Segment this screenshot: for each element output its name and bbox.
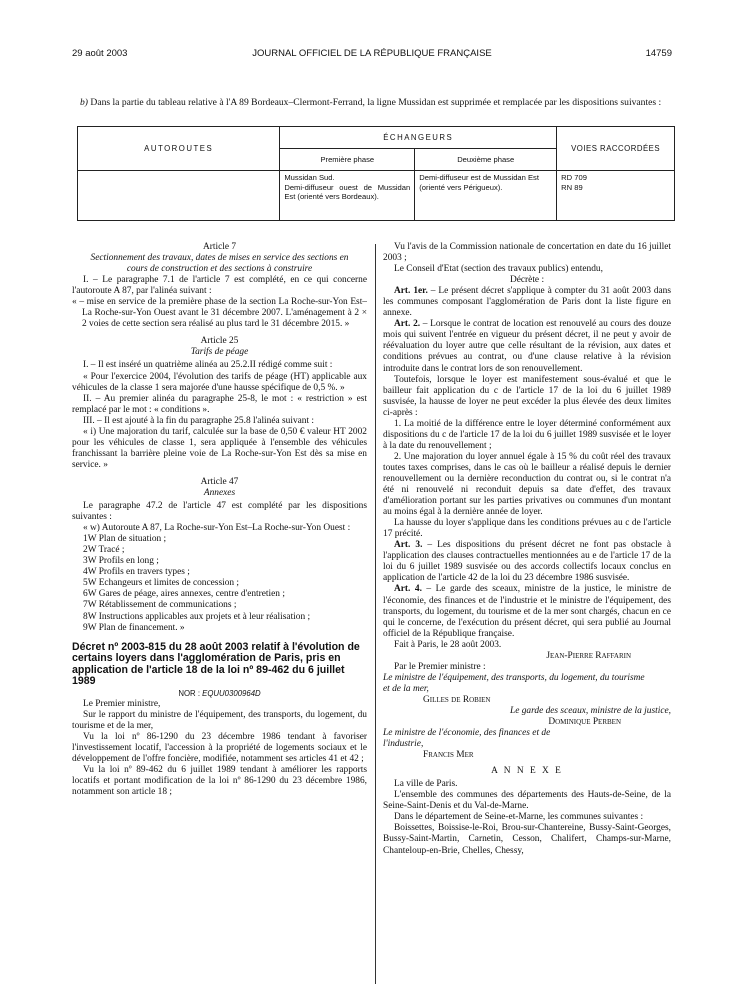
vu-avis-para: Vu l'avis de la Commission nationale de concertation en date du 16 juillet 2003 ; — [383, 242, 671, 264]
article-2-para-3: 1. La moitié de la différence entre le loyer déterminé conformément aux dispositions du c de l'article 17 de la loi du 6 juillet 1989 susvisée et le loyer à la date du renouvellement ; — [383, 418, 671, 451]
list-item: 3W Profils en long ; — [83, 556, 159, 567]
article-2-para-2: Toutefois, lorsque le loyer est manifestement sous-évalué et que le bailleur fait application du c de l'article 17 de la loi du 6 juillet 1989 susvisée, la hausse de loyer ne peut excéder la plus élevée des deux limites ci-après : — [383, 374, 671, 418]
article-2 — [383, 319, 671, 374]
nor-label: NOR : — [178, 688, 203, 698]
article-3-text: – Les dispositions du présent décret ne font pas obstacle à l'application des clauses contractuelles mentionnées au e de l'article 17 de la loi du 6 juillet 1989 susvisée ou des accords collectifs locaux conclus en application de l'article 42 de la loi du 23 décembre 1986 susvisée. — [383, 540, 671, 584]
col-header-premiere: Première phase — [280, 149, 415, 171]
row-autoroute-cell — [78, 171, 280, 221]
article-25-title: Article 25 — [200, 336, 239, 347]
decree-title: Décret nº 2003-815 du 28 août 2003 relatif à l'évolution de certains loyers dans l'agglomération de Paris, pris en application de l'article 18 de la loi nº 89-462 du 6 juillet 1989 — [72, 640, 360, 688]
annexe-para-3: Dans le département de Seine-et-Marne, les communes suivantes : — [394, 812, 644, 823]
article-4 — [383, 584, 671, 639]
article-7-para-1: I. – Le paragraphe 7.1 de l'article 7 est complété, en ce qui concerne l'autoroute A 87, par l'alinéa suivant : — [72, 275, 367, 297]
article-25-para-3: II. – Au premier alinéa du paragraphe 25-8, le mot : « restriction » est remplacé par le mot : « conditions ». — [72, 393, 367, 415]
header-journal-title: JOURNAL OFFICIEL DE LA RÉPUBLIQUE FRANÇAISE — [252, 48, 492, 59]
annexe-title: A N N E X E — [491, 766, 563, 777]
article-2-text: – Lorsque le contrat de location est renouvelé au cours des douze mois qui suivent l'entrée en vigueur du présent décret, il ne peut y avoir de réévaluation du loyer autre que celle résultant de la révision, aux dates et conditions prévues au contrat, ou d'une clause relative à la révision introduite dans le contrat lors de son renouvellement. — [383, 319, 671, 374]
col-header-voies: VOIES RACCORDÉES — [557, 127, 675, 171]
row-premiere-line2: Demi-diffuseur ouest de Mussidan Est (orienté vers Bordeaux). — [284, 182, 411, 201]
pm-signature-name: Jean-Pierre Raffarin — [546, 650, 631, 661]
article-7-para-2: « – mise en service de la première phase de la section La Roche-sur-Yon Est–La Roche-sur-Yon Ouest avant le 31 décembre 2007. L'aménagement à 2 × 2 voies de cette section sera réalisé au plus tard le 31 décembre 2015. » — [72, 297, 367, 330]
article-3 — [383, 540, 671, 584]
list-item: 5W Echangeurs et limites de concession ; — [83, 578, 240, 589]
list-item: 6W Gares de péage, aires annexes, centre d'entretien ; — [83, 589, 285, 600]
conseil-etat-para: Le Conseil d'Etat (section des travaux publics) entendu, — [394, 264, 603, 275]
article-25-para-5: « i) Une majoration du tarif, calculée sur la base de 0,50 € valeur HT 2002 pour les véhicules de classe 1, sera appliquée à l'ensemble des véhicules franchissant la barrière pleine voie de La Roche-sur-Yon Est dès sa mise en service. » — [72, 426, 367, 470]
row-voies-cell — [557, 171, 675, 221]
row-voies-line2: RN 89 — [561, 182, 583, 192]
row-deuxieme-cell: Demi-diffuseur est de Mussidan Est (orienté vers Périgueux). — [415, 171, 557, 221]
decree-para-3: Vu la loi nº 86-1290 du 23 décembre 1986 tendant à favoriser l'investissement locatif, l'accession à la propriété de logements sociaux et le développement de l'offre foncière, modifiée, notamment ses articles 41 et 42 ; — [72, 731, 367, 764]
article-2-para-5: La hausse du loyer s'applique dans les conditions prévues au c de l'article 17 précité. — [383, 518, 671, 540]
list-item: 4W Profils en travers types ; — [83, 567, 190, 578]
decree-para-1: Le Premier ministre, — [83, 698, 161, 709]
annex-list — [72, 534, 367, 633]
signature-date: Fait à Paris, le 28 août 2003. — [394, 639, 502, 650]
list-item: 9W Plan de financement. » — [83, 622, 185, 633]
annexe-para-4: Boissettes, Boissise-le-Roi, Brou-sur-Chantereine, Bussy-Saint-Georges, Bussy-Saint-Martin, Carnetin, Cesson, Chalifert, Champs-sur-Marne, Chanteloup-en-Brie, Chelles, Chessy, — [383, 823, 671, 856]
minister-1-name: Gilles de Robien — [423, 694, 491, 705]
list-item: 7W Rétablissement de communications ; — [83, 600, 237, 611]
left-column — [72, 242, 367, 798]
intro-paragraph — [80, 97, 670, 109]
decrete-heading: Décrète : — [509, 275, 545, 286]
minister-3-name: Francis Mer — [423, 750, 474, 761]
list-item: 8W Instructions applicables aux projets et à leur réalisation ; — [83, 611, 311, 622]
article-25-para-4: III. – Il est ajouté à la fin du paragraphe 25.8 l'alinéa suivant : — [83, 415, 315, 426]
article-47-para-2: « w) Autoroute A 87, La Roche-sur-Yon Est–La Roche-sur-Yon Ouest : — [83, 523, 351, 534]
list-item: 1W Plan de situation ; — [83, 534, 167, 545]
article-25-para-1: I. – Il est inséré un quatrième alinéa au 25.2.II rédigé comme suit : — [83, 360, 333, 371]
article-2-para-4: 2. Une majoration du loyer annuel égale à 15 % du coût réel des travaux toutes taxes comprises, dans le cas où le bailleur a réalisé depuis le dernier renouvellement ou la dernière reconduction du contrat ou, si le contrat n'a été ni renouvelé ni reconduit depuis sa date d'effet, des travaux d'amélioration portant sur les parties privatives ou communes d'un montant au moins égal à la dernière année de loyer. — [383, 451, 671, 518]
article-25-subtitle: Tarifs de péage — [190, 347, 249, 358]
row-premiere-line1: Mussidan Sud. — [284, 173, 335, 182]
minister-2-name: Dominique Perben — [548, 717, 621, 728]
article-47-para-1: Le paragraphe 47.2 de l'article 47 est complété par les dispositions suivantes : — [72, 501, 367, 523]
right-column — [383, 242, 671, 857]
article-1-text: – Le présent décret s'applique à compter du 31 août 2003 dans les communes composant l'agglomération de Paris dont la liste figure en annexe. — [383, 286, 672, 319]
minister-1-title: Le ministre de l'équipement, des transports, du logement, du tourisme et de la mer, — [383, 672, 645, 694]
decree-para-2: Sur le rapport du ministre de l'équipement, des transports, du logement, du tourisme et de la mer, — [72, 709, 367, 731]
article-47-subtitle: Annexes — [203, 487, 236, 498]
header-page-number: 14759 — [645, 48, 672, 59]
decree-para-4: Vu la loi nº 89-462 du 6 juillet 1989 tendant à améliorer les rapports locatifs et portant modification de la loi nº 86-1290 du 23 décembre 1986, notamment son article 18 ; — [72, 764, 367, 798]
column-divider — [375, 244, 376, 984]
page-header — [72, 48, 672, 62]
article-7-subtitle: Sectionnement des travaux, dates de mises en service des sections en cours de construction et des sections à construire — [90, 253, 349, 275]
article-4-text: – Le garde des sceaux, ministre de la justice, le ministre de l'économie, des finances et de l'industrie et le ministre de l'équipement, des transports, du logement, du tourisme et de la mer sont chargés, chacun en ce qui le concerne, de l'exécution du présent décret, qui sera publié au Journal officiel de la République française. — [383, 584, 671, 639]
article-47-title: Article 47 — [200, 476, 239, 487]
article-4-label: Art. 4. — [394, 584, 422, 595]
article-3-label: Art. 3. — [394, 540, 423, 551]
col-header-echangeurs: ÉCHANGEURS — [280, 127, 557, 149]
intro-letter: b) — [80, 97, 88, 108]
col-header-autoroutes: AUTOROUTES — [78, 127, 280, 171]
decree-nor — [72, 688, 367, 699]
article-1 — [383, 286, 671, 319]
intro-text: Dans la partie du tableau relative à l'A 89 Bordeaux–Clermont-Ferrand, la ligne Mussidan est supprimée et remplacée par les dispositions suivantes : — [88, 97, 662, 108]
minister-2-title: Le garde des sceaux, ministre de la justice, — [510, 705, 671, 716]
article-1-label: Art. 1er. — [394, 286, 428, 297]
header-date: 29 août 2003 — [72, 48, 128, 59]
annexe-para-1: La ville de Paris. — [394, 779, 458, 790]
article-25-para-2: « Pour l'exercice 2004, l'évolution des tarifs de péage (HT) applicable aux véhicules de la classe 1 sera majorée d'une hausse spécifique de 0,5 %. » — [72, 371, 367, 393]
col-header-deuxieme: Deuxième phase — [415, 149, 557, 171]
nor-code: EQUU0300964D — [202, 688, 261, 698]
list-item: 2W Tracé ; — [83, 545, 125, 556]
article-7-title: Article 7 — [202, 242, 237, 252]
row-premiere-cell — [280, 171, 415, 221]
row-voies-line1: RD 709 — [561, 173, 587, 182]
pm-par-line: Par le Premier ministre : — [394, 661, 486, 672]
article-2-label: Art. 2. — [394, 319, 421, 330]
annexe-para-2: L'ensemble des communes des départements des Hauts-de-Seine, de la Seine-Saint-Denis et du Val-de-Marne. — [383, 790, 671, 812]
interchange-table — [77, 126, 675, 221]
minister-3-title: Le ministre de l'économie, des finances et de l'industrie, — [383, 728, 551, 750]
